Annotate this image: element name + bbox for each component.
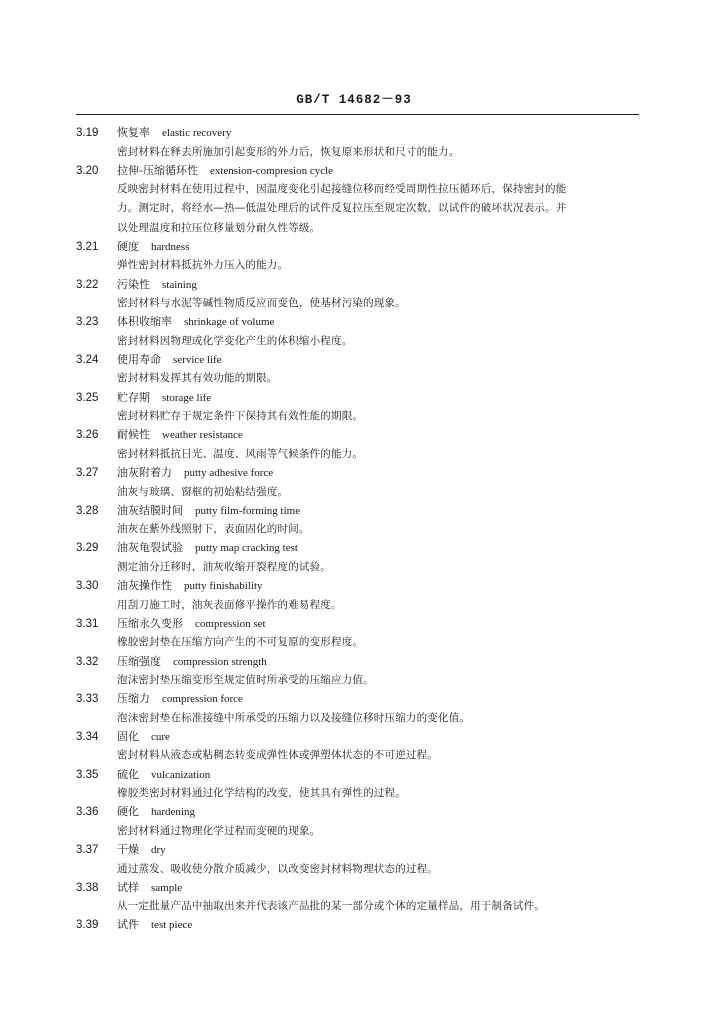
term-definition	[117, 897, 645, 916]
term-definition	[117, 709, 645, 728]
term-definition	[117, 180, 645, 238]
term-number: 3.21	[76, 240, 99, 253]
term-number: 3.24	[76, 353, 99, 366]
term-english: compression strength	[173, 655, 267, 668]
term-heading	[76, 803, 646, 822]
term-definition	[117, 784, 645, 803]
term-chinese: 硬度 hardness	[117, 239, 190, 253]
term-chinese: 试样 sample	[117, 880, 183, 894]
terms-list	[76, 124, 646, 935]
term-heading	[76, 879, 646, 898]
definition-line: 测定油分迁移时，油灰收缩开裂程度的试验。	[117, 560, 331, 573]
term-heading	[76, 502, 646, 521]
term-english: putty adhesive force	[184, 467, 274, 480]
term-heading	[76, 653, 646, 672]
term-entry	[76, 464, 646, 502]
term-definition	[117, 483, 645, 502]
term-entry	[76, 803, 646, 841]
term-definition	[117, 520, 645, 539]
term-chinese: 油灰结膜时间 putty film-forming time	[117, 503, 301, 517]
term-english: hardness	[151, 240, 190, 253]
term-entry	[76, 841, 646, 879]
term-english: service life	[173, 353, 222, 366]
term-number: 3.33	[76, 693, 99, 706]
definition-line: 弹性密封材料抵抗外力压入的能力。	[117, 259, 289, 272]
term-heading	[76, 690, 646, 709]
term-english: elastic recovery	[162, 127, 232, 139]
term-entry	[76, 728, 646, 766]
term-chinese: 硬化 hardening	[117, 805, 195, 819]
term-entry	[76, 276, 646, 314]
term-heading	[76, 766, 646, 785]
term-heading	[76, 162, 646, 181]
term-heading	[76, 577, 646, 596]
term-heading	[76, 464, 646, 483]
definition-line: 密封材料贮存于规定条件下保持其有效性能的期限。	[117, 410, 364, 423]
term-entry	[76, 351, 646, 389]
term-chinese: 拉伸-压缩循环性 extension-compresion cycle	[117, 163, 334, 177]
term-entry	[76, 502, 646, 540]
term-english: putty finishability	[184, 580, 263, 593]
term-entry	[76, 766, 646, 804]
definition-line: 密封材料从液态或粘稠态转变成弹性体或弹塑体状态的不可逆过程。	[117, 749, 438, 762]
definition-line: 用刮刀施工时，油灰表面修平操作的难易程度。	[117, 598, 342, 611]
term-chinese: 污染性 staining	[117, 277, 197, 291]
definition-line: 橡胶密封垫在压缩方向产生的不可复原的变形程度。	[117, 636, 364, 649]
term-entry	[76, 426, 646, 464]
term-heading	[76, 841, 646, 860]
header-rule	[76, 114, 639, 115]
term-number: 3.36	[76, 806, 99, 819]
definition-line: 橡胶类密封材料通过化学结构的改变，使其具有弹性的过程。	[117, 787, 406, 800]
term-chinese: 油灰龟裂试验 putty map cracking test	[117, 541, 298, 555]
definition-line: 密封材料因物理或化学变化产生的体积缩小程度。	[117, 334, 353, 347]
term-english: staining	[162, 278, 197, 291]
term-english: putty map cracking test	[195, 542, 298, 555]
term-entry	[76, 690, 646, 728]
term-entry	[76, 916, 646, 935]
term-heading	[76, 916, 646, 935]
term-chinese: 贮存期 storage life	[117, 390, 212, 404]
term-english: shrinkage of volume	[184, 316, 275, 329]
term-definition	[117, 671, 645, 690]
term-entry	[76, 653, 646, 691]
term-number: 3.20	[76, 164, 99, 177]
term-english: storage life	[162, 391, 212, 404]
definition-line: 密封材料与水泥等碱性物质反应而变色，使基材污染的现象。	[117, 297, 406, 310]
term-chinese: 压缩强度 compression strength	[117, 654, 267, 668]
term-number: 3.25	[76, 391, 99, 404]
term-english: vulcanization	[151, 768, 211, 781]
term-number: 3.31	[76, 617, 99, 630]
term-number: 3.37	[76, 844, 99, 857]
term-number: 3.39	[76, 919, 99, 932]
term-number: 3.22	[76, 278, 99, 291]
term-entry	[76, 389, 646, 427]
term-chinese: 耐候性 weather resistance	[117, 428, 243, 442]
term-definition	[117, 256, 645, 275]
definition-line: 密封材料在释去所施加引起变形的外力后，恢复原来形状和尺寸的能力。	[117, 145, 460, 158]
term-number: 3.19	[76, 127, 99, 139]
term-entry	[76, 615, 646, 653]
term-entry	[76, 879, 646, 917]
definition-line: 以处理温度和拉压位移量划分耐久性等级。	[117, 221, 321, 234]
definition-line: 密封材料发挥其有效功能的期限。	[117, 372, 278, 385]
term-heading	[76, 351, 646, 370]
term-english: extension-compresion cycle	[209, 164, 334, 177]
term-chinese: 压缩力 compression force	[117, 692, 243, 706]
term-chinese: 体积收缩率 shrinkage of volume	[117, 315, 275, 329]
term-chinese: 油灰操作性 putty finishability	[117, 579, 263, 593]
term-english: test piece	[151, 919, 193, 932]
definition-line: 密封材料通过物理化学过程而变硬的现象。	[117, 824, 321, 837]
term-heading	[76, 124, 646, 143]
term-english: compression force	[162, 693, 243, 706]
term-definition	[117, 860, 645, 879]
term-entry	[76, 313, 646, 351]
term-chinese: 试件 test piece	[117, 918, 193, 932]
term-entry	[76, 539, 646, 577]
term-english: cure	[151, 730, 170, 743]
definition-line: 泡沫密封垫压缩变形至规定值时所承受的压缩应力值。	[117, 674, 374, 687]
term-heading	[76, 539, 646, 558]
term-definition	[117, 369, 645, 388]
term-chinese: 压缩永久变形 compression set	[117, 616, 266, 630]
term-definition	[117, 407, 645, 426]
definition-line: 通过蒸发、吸收使分散介质减少，以改变密封材料物理状态的过程。	[117, 862, 438, 875]
term-heading	[76, 389, 646, 408]
term-number: 3.32	[76, 655, 99, 668]
term-number: 3.35	[76, 768, 99, 781]
definition-line: 油灰在紫外线照射下，表面固化的时间。	[117, 523, 310, 536]
term-number: 3.29	[76, 542, 99, 555]
term-heading	[76, 313, 646, 332]
term-english: putty film-forming time	[195, 504, 301, 517]
term-number: 3.23	[76, 316, 99, 329]
term-number: 3.30	[76, 580, 99, 593]
term-entry	[76, 238, 646, 276]
term-definition	[117, 596, 645, 615]
definition-line: 泡沫密封垫在标准接缝中所承受的压缩力以及接缝位移时压缩力的变化值。	[117, 711, 471, 724]
term-chinese: 干燥 dry	[117, 843, 166, 857]
term-number: 3.34	[76, 730, 99, 743]
definition-line: 密封材料抵抗日光、温度、风雨等气候条件的能力。	[117, 447, 364, 460]
definition-line: 油灰与玻璃、窗框的初始粘结强度。	[117, 485, 289, 498]
term-heading	[76, 615, 646, 634]
page-header: GB/T 14682－93	[296, 93, 412, 107]
term-english: dry	[151, 844, 166, 857]
term-number: 3.26	[76, 429, 99, 442]
term-english: weather resistance	[162, 429, 243, 442]
term-chinese: 恢复率 elastic recovery	[117, 126, 232, 139]
term-definition	[117, 143, 645, 162]
term-definition	[117, 746, 645, 765]
term-chinese: 硫化 vulcanization	[117, 767, 211, 781]
term-number: 3.27	[76, 467, 99, 480]
term-heading	[76, 728, 646, 747]
term-english: compression set	[195, 617, 266, 630]
term-heading	[76, 238, 646, 257]
term-entry	[76, 162, 646, 238]
term-definition	[117, 294, 645, 313]
definition-line: 力。测定时，将经水—热—低温处理后的试件反复拉压至规定次数，以试件的破坏状况表示。并	[117, 202, 567, 215]
term-definition	[117, 633, 645, 652]
term-chinese: 使用寿命 service life	[117, 352, 222, 366]
definition-line: 反映密封材料在使用过程中，因温度变化引起接缝位移而经受周期性拉压循环后，保持密封的能	[117, 183, 567, 196]
term-number: 3.38	[76, 881, 99, 894]
term-definition	[117, 822, 645, 841]
term-entry	[76, 124, 646, 162]
term-chinese: 油灰附着力 putty adhesive force	[117, 466, 274, 480]
term-heading	[76, 426, 646, 445]
term-definition	[117, 558, 645, 577]
term-definition	[117, 445, 645, 464]
term-chinese: 固化 cure	[117, 729, 170, 743]
term-english: hardening	[151, 806, 195, 819]
term-heading	[76, 276, 646, 295]
term-number: 3.28	[76, 504, 99, 517]
term-definition	[117, 332, 645, 351]
term-entry	[76, 577, 646, 615]
definition-line: 从一定批量产品中抽取出来并代表该产品批的某一部分或个体的定量样品，用于制备试件。	[117, 900, 545, 913]
term-english: sample	[151, 881, 183, 894]
